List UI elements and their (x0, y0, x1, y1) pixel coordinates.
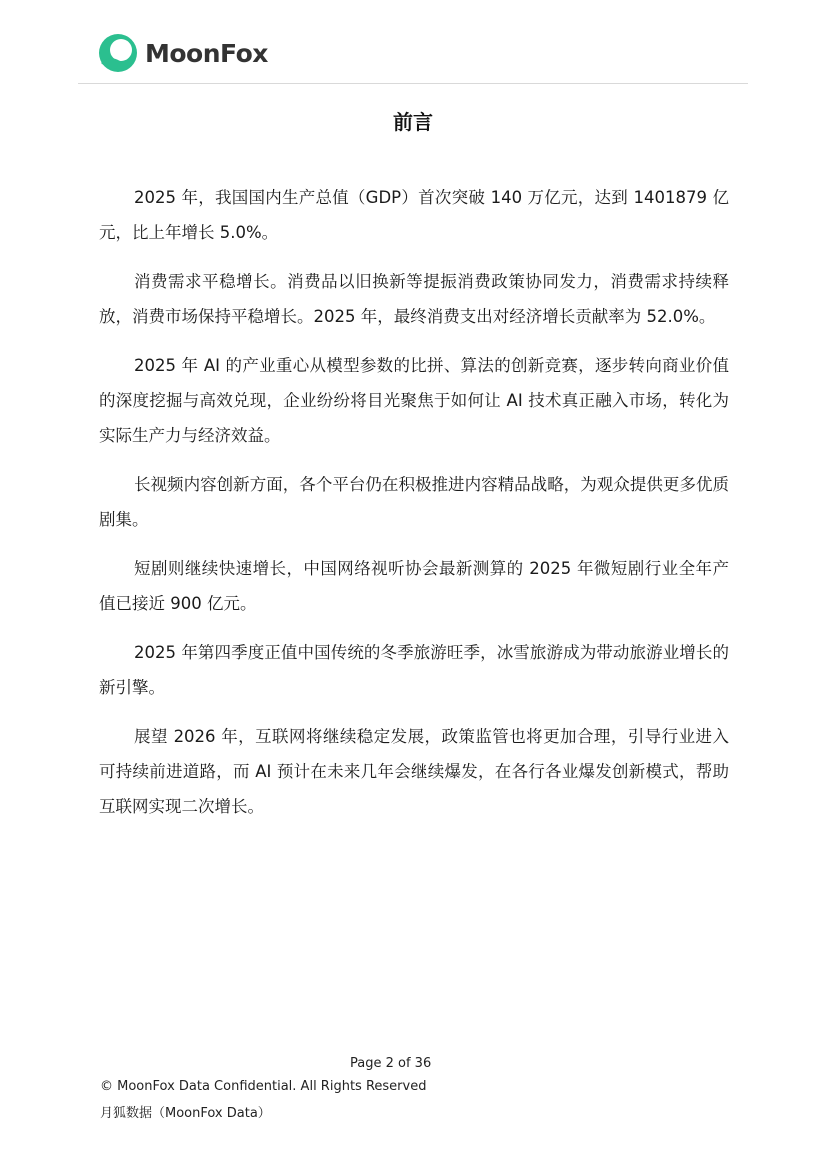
moonfox-logo-icon (98, 33, 138, 73)
page-header (98, 32, 268, 74)
company-name: 月狐数据（MoonFox Data） (100, 1106, 271, 1121)
paragraph: 短剧则继续快速增长，中国网络视听协会最新测算的 2025 年微短剧行业全年产值已接近 900 亿元。 (99, 559, 729, 613)
preface-body (99, 180, 729, 838)
paragraph: 展望 2026 年，互联网将继续稳定发展，政策监管也将更加合理，引导行业进入可持续前进道路，而 AI 预计在未来几年会继续爆发，在各行各业爆发创新模式，帮助互联网实现二次增长。 (99, 727, 729, 816)
paragraph: 消费需求平稳增长。消费品以旧换新等提振消费政策协同发力，消费需求持续释放，消费市场保持平稳增长。2025 年，最终消费支出对经济增长贡献率为 52.0%。 (99, 272, 729, 326)
paragraph: 长视频内容创新方面，各个平台仍在积极推进内容精品战略，为观众提供更多优质剧集。 (99, 475, 729, 529)
paragraph: 2025 年第四季度正值中国传统的冬季旅游旺季，冰雪旅游成为带动旅游业增长的新引擎。 (99, 643, 729, 697)
paragraph: 2025 年，我国国内生产总值（GDP）首次突破 140 万亿元，达到 1401879 亿元，比上年增长 5.0%。 (99, 188, 729, 242)
page-number: Page 2 of 36 (350, 1056, 432, 1071)
paragraph: 2025 年 AI 的产业重心从模型参数的比拼、算法的创新竞赛，逐步转向商业价值的深度挖掘与高效兑现，企业纷纷将目光聚焦于如何让 AI 技术真正融入市场，转化为实际生产力与经济效益。 (99, 356, 729, 445)
page-title: 前言 (393, 110, 433, 134)
header-divider (78, 83, 748, 84)
copyright-notice: © MoonFox Data Confidential. All Rights Reserved (100, 1079, 427, 1094)
brand-name: MoonFox (145, 38, 268, 68)
